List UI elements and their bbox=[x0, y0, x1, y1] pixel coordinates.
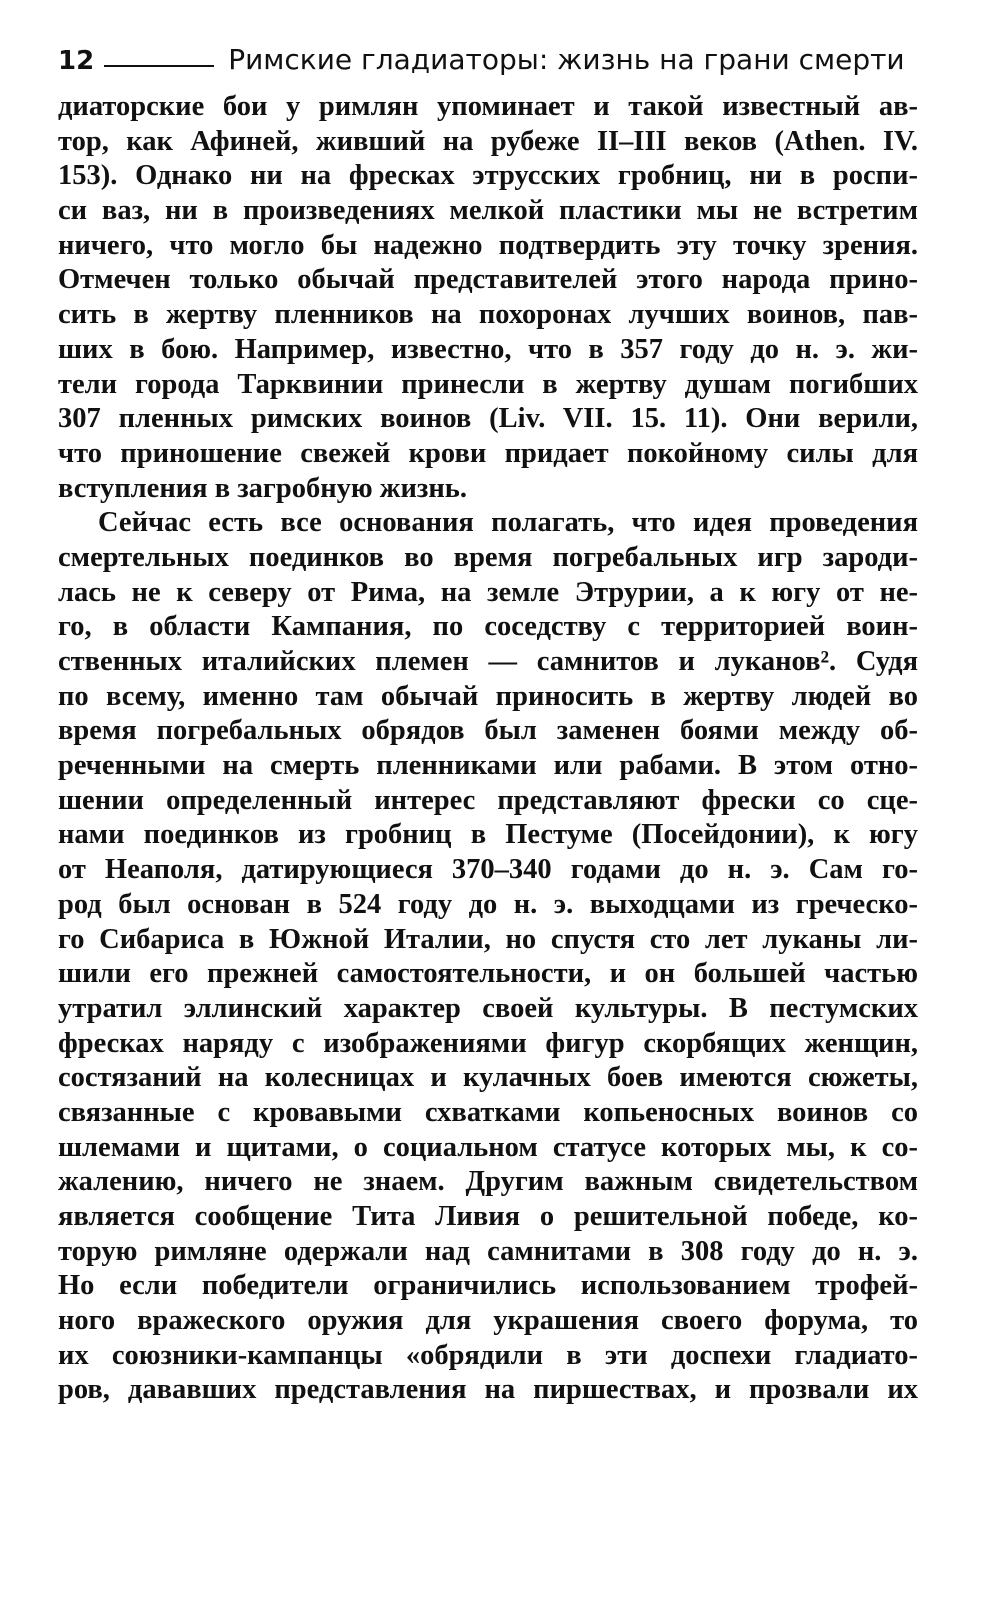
text-line: 153). Однако ни на фресках этрусских гробниц, ни в роспи- bbox=[58, 160, 918, 192]
text-line: ничего, что могло бы надежно подтвердить эту точку зрения. bbox=[58, 229, 918, 261]
text-line: является сообщение Тита Ливия о решительной победе, ко- bbox=[58, 1201, 918, 1232]
text-line: реченными на смерть пленниками или рабами. В этом отно- bbox=[58, 750, 918, 782]
header-rule bbox=[104, 65, 214, 67]
text-line: время погребальных обрядов был заменен боями между об- bbox=[58, 715, 918, 747]
text-line: Отмечен только обычай представителей этого народа прино- bbox=[58, 264, 918, 296]
running-title: Римские гладиаторы: жизнь на грани смерти bbox=[228, 43, 905, 76]
text-line: Но если победители ограничились использованием трофей- bbox=[58, 1270, 918, 1302]
page-number: 12 bbox=[58, 46, 95, 76]
text-line: утратил эллинский характер своей культуры. В пестумских bbox=[58, 992, 918, 1024]
text-line: что приношение свежей крови придает покойному силы для bbox=[58, 437, 918, 469]
text-line: шили его прежней самостоятельности, и он большей частью bbox=[58, 958, 918, 990]
text-line: шении определенный интерес представляют фрески со сце- bbox=[58, 784, 918, 816]
text-line: ров, дававших представления на пиршествах, и прозвали их bbox=[58, 1374, 918, 1406]
text-line: нами поединков из гробниц в Пестуме (Посейдонии), к югу bbox=[58, 819, 918, 851]
text-line: сить в жертву пленников на похоронах лучших воинов, пав- bbox=[58, 299, 918, 331]
text-line: ших в бою. Например, известно, что в 357 году до н. э. жи- bbox=[58, 333, 918, 365]
text-line: го, в области Кампания, по соседству с территорией воин- bbox=[58, 611, 918, 643]
text-line: связанные с кровавыми схватками копьеносных воинов со bbox=[58, 1096, 918, 1128]
text-line: фресках наряду с изображениями фигур скорбящих женщин, bbox=[58, 1027, 918, 1059]
text-line: го Сибариса в Южной Италии, но спустя сто лет луканы ли- bbox=[58, 923, 918, 955]
text-line: ного вражеского оружия для украшения своего форума, то bbox=[58, 1305, 918, 1337]
text-line: от Неаполя, датирующиеся 370–340 годами до н. э. Сам го- bbox=[58, 854, 918, 886]
text-line: тели города Тарквинии принесли в жертву душам погибших bbox=[58, 368, 918, 400]
text-line: си ваз, ни в произведениях мелкой пластики мы не встретим bbox=[58, 195, 918, 227]
text-line: Сейчас есть все основания полагать, что идея проведения bbox=[98, 507, 918, 539]
text-line: диаторские бои у римлян упоминает и такой известный ав- bbox=[58, 91, 918, 122]
text-line: шлемами и щитами, о социальном статусе которых мы, к со- bbox=[58, 1131, 918, 1163]
text-line: 307 пленных римских воинов (Liv. VII. 15. 11). Они верили, bbox=[58, 403, 918, 435]
body-text bbox=[58, 90, 918, 1408]
running-head bbox=[58, 30, 918, 74]
text-line: состязаний на колесницах и кулачных боев имеются сюжеты, bbox=[58, 1062, 918, 1094]
text-line: лась не к северу от Рима, на земле Этрурии, а к югу от не- bbox=[58, 576, 918, 608]
text-line: по всему, именно там обычай приносить в жертву людей во bbox=[58, 680, 918, 712]
text-line: жалению, ничего не знаем. Другим важным свидетельством bbox=[58, 1166, 918, 1198]
text-line: род был основан в 524 году до н. э. выходцами из греческо- bbox=[58, 888, 918, 920]
text-line: торую римляне одержали над самнитами в 308 году до н. э. bbox=[58, 1235, 918, 1267]
text-line: смертельных поединков во время погребальных игр зароди- bbox=[58, 541, 918, 573]
text-line: вступления в загробную жизнь. bbox=[58, 472, 467, 504]
text-line: тор, как Афиней, живший на рубеже II–III веков (Athen. IV. bbox=[58, 125, 918, 157]
book-page bbox=[58, 30, 918, 1408]
text-line: их союзники-кампанцы «обрядили в эти доспехи гладиато- bbox=[58, 1339, 918, 1371]
text-line: ственных италийских племен — самнитов и луканов². Судя bbox=[58, 646, 918, 677]
